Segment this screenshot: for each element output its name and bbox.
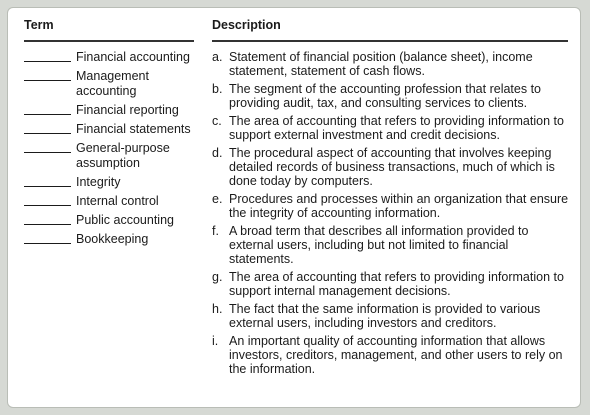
- term-item: [24, 194, 210, 209]
- term-label: Bookkeeping: [76, 232, 149, 246]
- term-item: [24, 103, 210, 118]
- description-text: The area of accounting that refers to providing information to support internal management decisions.: [229, 270, 564, 298]
- description-column-header: Description: [212, 18, 281, 32]
- answer-blank[interactable]: [24, 186, 71, 187]
- answer-blank[interactable]: [24, 224, 71, 225]
- term-item: [24, 232, 210, 247]
- description-item: [212, 270, 574, 298]
- description-text: Procedures and processes within an organization that ensure the integrity of accounting information.: [229, 192, 569, 220]
- description-letter: c.: [212, 114, 222, 128]
- description-letter: i.: [212, 334, 219, 348]
- answer-blank[interactable]: [24, 61, 71, 62]
- term-label: Management accounting: [76, 69, 149, 98]
- description-text: The segment of the accounting profession that relates to providing audit, tax, and consulting services to clients.: [229, 82, 541, 110]
- description-text: The procedural aspect of accounting that involves keeping detailed records of business transactions, much of which is done today by computers.: [229, 146, 555, 188]
- term-list: [24, 50, 210, 251]
- description-letter: a.: [212, 50, 223, 64]
- description-item: [212, 82, 574, 110]
- description-text: The area of accounting that refers to providing information to support external investment and credit decisions.: [229, 114, 564, 142]
- term-label: Internal control: [76, 194, 159, 208]
- description-item: [212, 146, 574, 188]
- description-text: An important quality of accounting information that allows investors, creditors, management, and other users to rely on the information.: [229, 334, 563, 376]
- description-item: [212, 302, 574, 330]
- term-label: General-purpose assumption: [76, 141, 170, 170]
- term-label: Public accounting: [76, 213, 174, 227]
- description-item: [212, 50, 574, 78]
- term-item: [24, 141, 210, 171]
- answer-blank[interactable]: [24, 152, 71, 153]
- term-item: [24, 175, 210, 190]
- term-column-header: Term: [24, 18, 54, 32]
- description-letter: d.: [212, 146, 223, 160]
- term-item: [24, 50, 210, 65]
- description-item: [212, 224, 574, 266]
- term-item: [24, 213, 210, 228]
- description-item: [212, 334, 574, 376]
- description-item: [212, 114, 574, 142]
- term-item: [24, 69, 210, 99]
- description-header-rule: [212, 40, 568, 42]
- description-letter: f.: [212, 224, 219, 238]
- description-list: [212, 50, 574, 380]
- description-letter: b.: [212, 82, 223, 96]
- description-text: Statement of financial position (balance sheet), income statement, statement of cash flows.: [229, 50, 533, 78]
- term-item: [24, 122, 210, 137]
- term-label: Financial statements: [76, 122, 191, 136]
- term-label: Financial reporting: [76, 103, 179, 117]
- description-text: The fact that the same information is provided to various external users, including investors and creditors.: [229, 302, 541, 330]
- term-label: Financial accounting: [76, 50, 190, 64]
- description-text: A broad term that describes all information provided to external users, including but not limited to financial statements.: [229, 224, 529, 266]
- description-letter: e.: [212, 192, 223, 206]
- answer-blank[interactable]: [24, 205, 71, 206]
- matching-table: [7, 7, 581, 408]
- description-letter: g.: [212, 270, 223, 284]
- term-label: Integrity: [76, 175, 121, 189]
- answer-blank[interactable]: [24, 243, 71, 244]
- description-item: [212, 192, 574, 220]
- description-letter: h.: [212, 302, 223, 316]
- term-header-rule: [24, 40, 194, 42]
- answer-blank[interactable]: [24, 80, 71, 81]
- answer-blank[interactable]: [24, 133, 71, 134]
- answer-blank[interactable]: [24, 114, 71, 115]
